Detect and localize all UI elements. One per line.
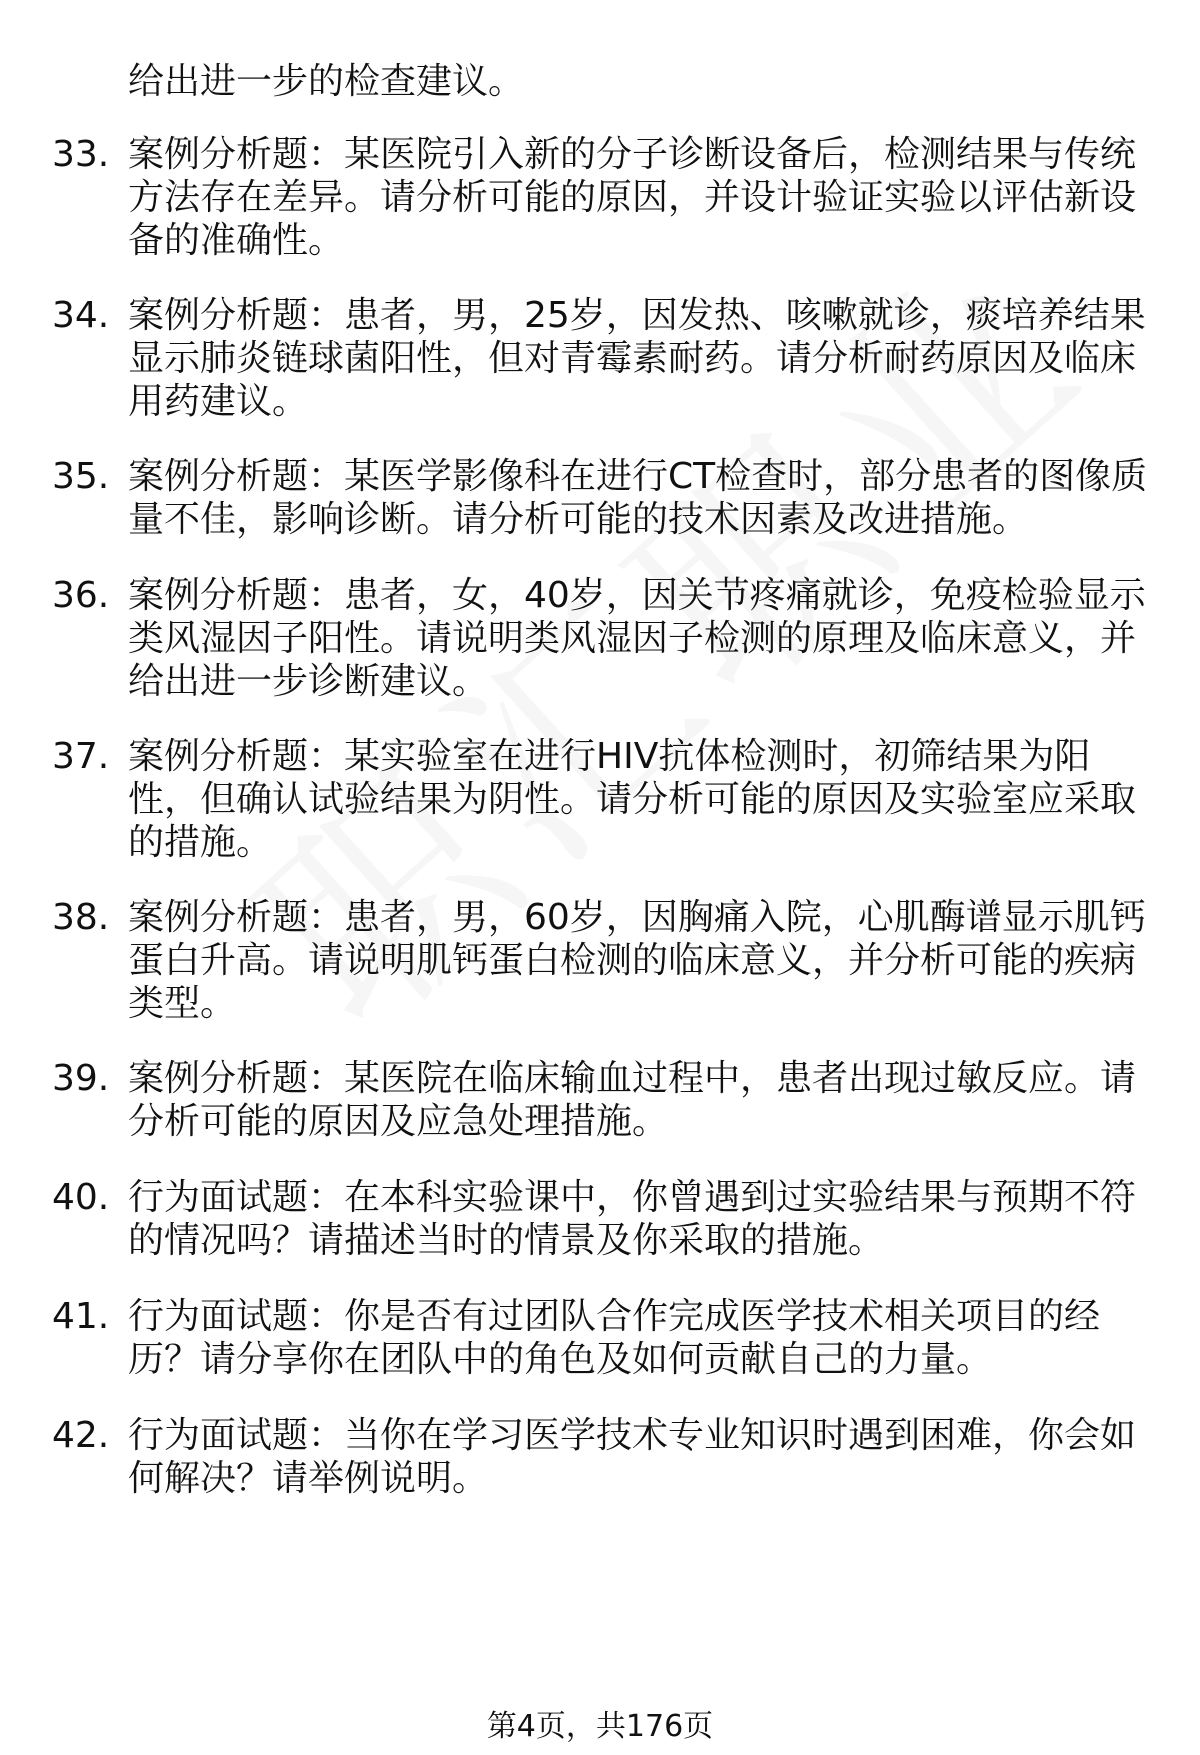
question-number: 37. [52,736,110,777]
question-text-line: 蛋白升高。请说明肌钙蛋白检测的临床意义，并分析可能的疾病 [128,940,1137,981]
question-text-line: 分析可能的原因及应急处理措施。 [128,1101,669,1142]
question-text-line: 备的准确性。 [128,220,345,261]
question-number: 34. [52,295,110,336]
page-footer: 第4页，共176页 [486,1709,714,1744]
question-text-line: 案例分析题：某医院在临床输血过程中，患者出现过敏反应。请 [128,1058,1137,1099]
question-text-line: 方法存在差异。请分析可能的原因，并设计验证实验以评估新设 [128,177,1137,218]
question-text-line: 行为面试题：当你在学习医学技术专业知识时遇到困难，你会如 [128,1415,1137,1456]
question-text-line: 量不佳，影响诊断。请分析可能的技术因素及改进措施。 [128,499,1029,540]
question-number: 36. [52,575,110,616]
question-text-line: 类风湿因子阳性。请说明类风湿因子检测的原理及临床意义，并 [128,618,1137,659]
question-text-line: 案例分析题：某实验室在进行HIV抗体检测时，初筛结果为阳 [128,736,1091,777]
question-number: 42. [52,1415,110,1456]
question-number: 35. [52,456,110,497]
question-text-line: 历？请分享你在团队中的角色及如何贡献自己的力量。 [128,1339,993,1380]
intro-line: 给出进一步的检查建议。 [128,61,525,102]
question-text-line: 用药建议。 [128,381,309,422]
question-number: 41. [52,1296,110,1337]
question-number: 38. [52,897,110,938]
question-text-line: 案例分析题：患者，男，60岁，因胸痛入院，心肌酶谱显示肌钙 [128,897,1146,938]
question-number: 39. [52,1058,110,1099]
question-text-line: 案例分析题：某医学影像科在进行CT检查时，部分患者的图像质 [128,456,1148,497]
question-text-line: 显示肺炎链球菌阳性，但对青霉素耐药。请分析耐药原因及临床 [128,338,1137,379]
question-text-line: 案例分析题：患者，男，25岁，因发热、咳嗽就诊，痰培养结果 [128,295,1146,336]
question-text-line: 的措施。 [128,822,273,863]
question-text-line: 的情况吗？请描述当时的情景及你采取的措施。 [128,1220,885,1261]
question-text-line: 给出进一步诊断建议。 [128,661,489,702]
question-text-line: 行为面试题：在本科实验课中，你曾遇到过实验结果与预期不符 [128,1177,1137,1218]
question-text-line: 案例分析题：患者，女，40岁，因关节疼痛就诊，免疫检验显示 [128,575,1146,616]
question-text-line: 性，但确认试验结果为阴性。请分析可能的原因及实验室应采取 [128,779,1137,820]
question-text-line: 案例分析题：某医院引入新的分子诊断设备后，检测结果与传统 [128,134,1137,175]
question-number: 40. [52,1177,110,1218]
question-text-line: 行为面试题：你是否有过团队合作完成医学技术相关项目的经 [128,1296,1101,1337]
question-number: 33. [52,134,110,175]
question-text-line: 类型。 [128,983,237,1024]
question-text-line: 何解决？请举例说明。 [128,1458,489,1499]
